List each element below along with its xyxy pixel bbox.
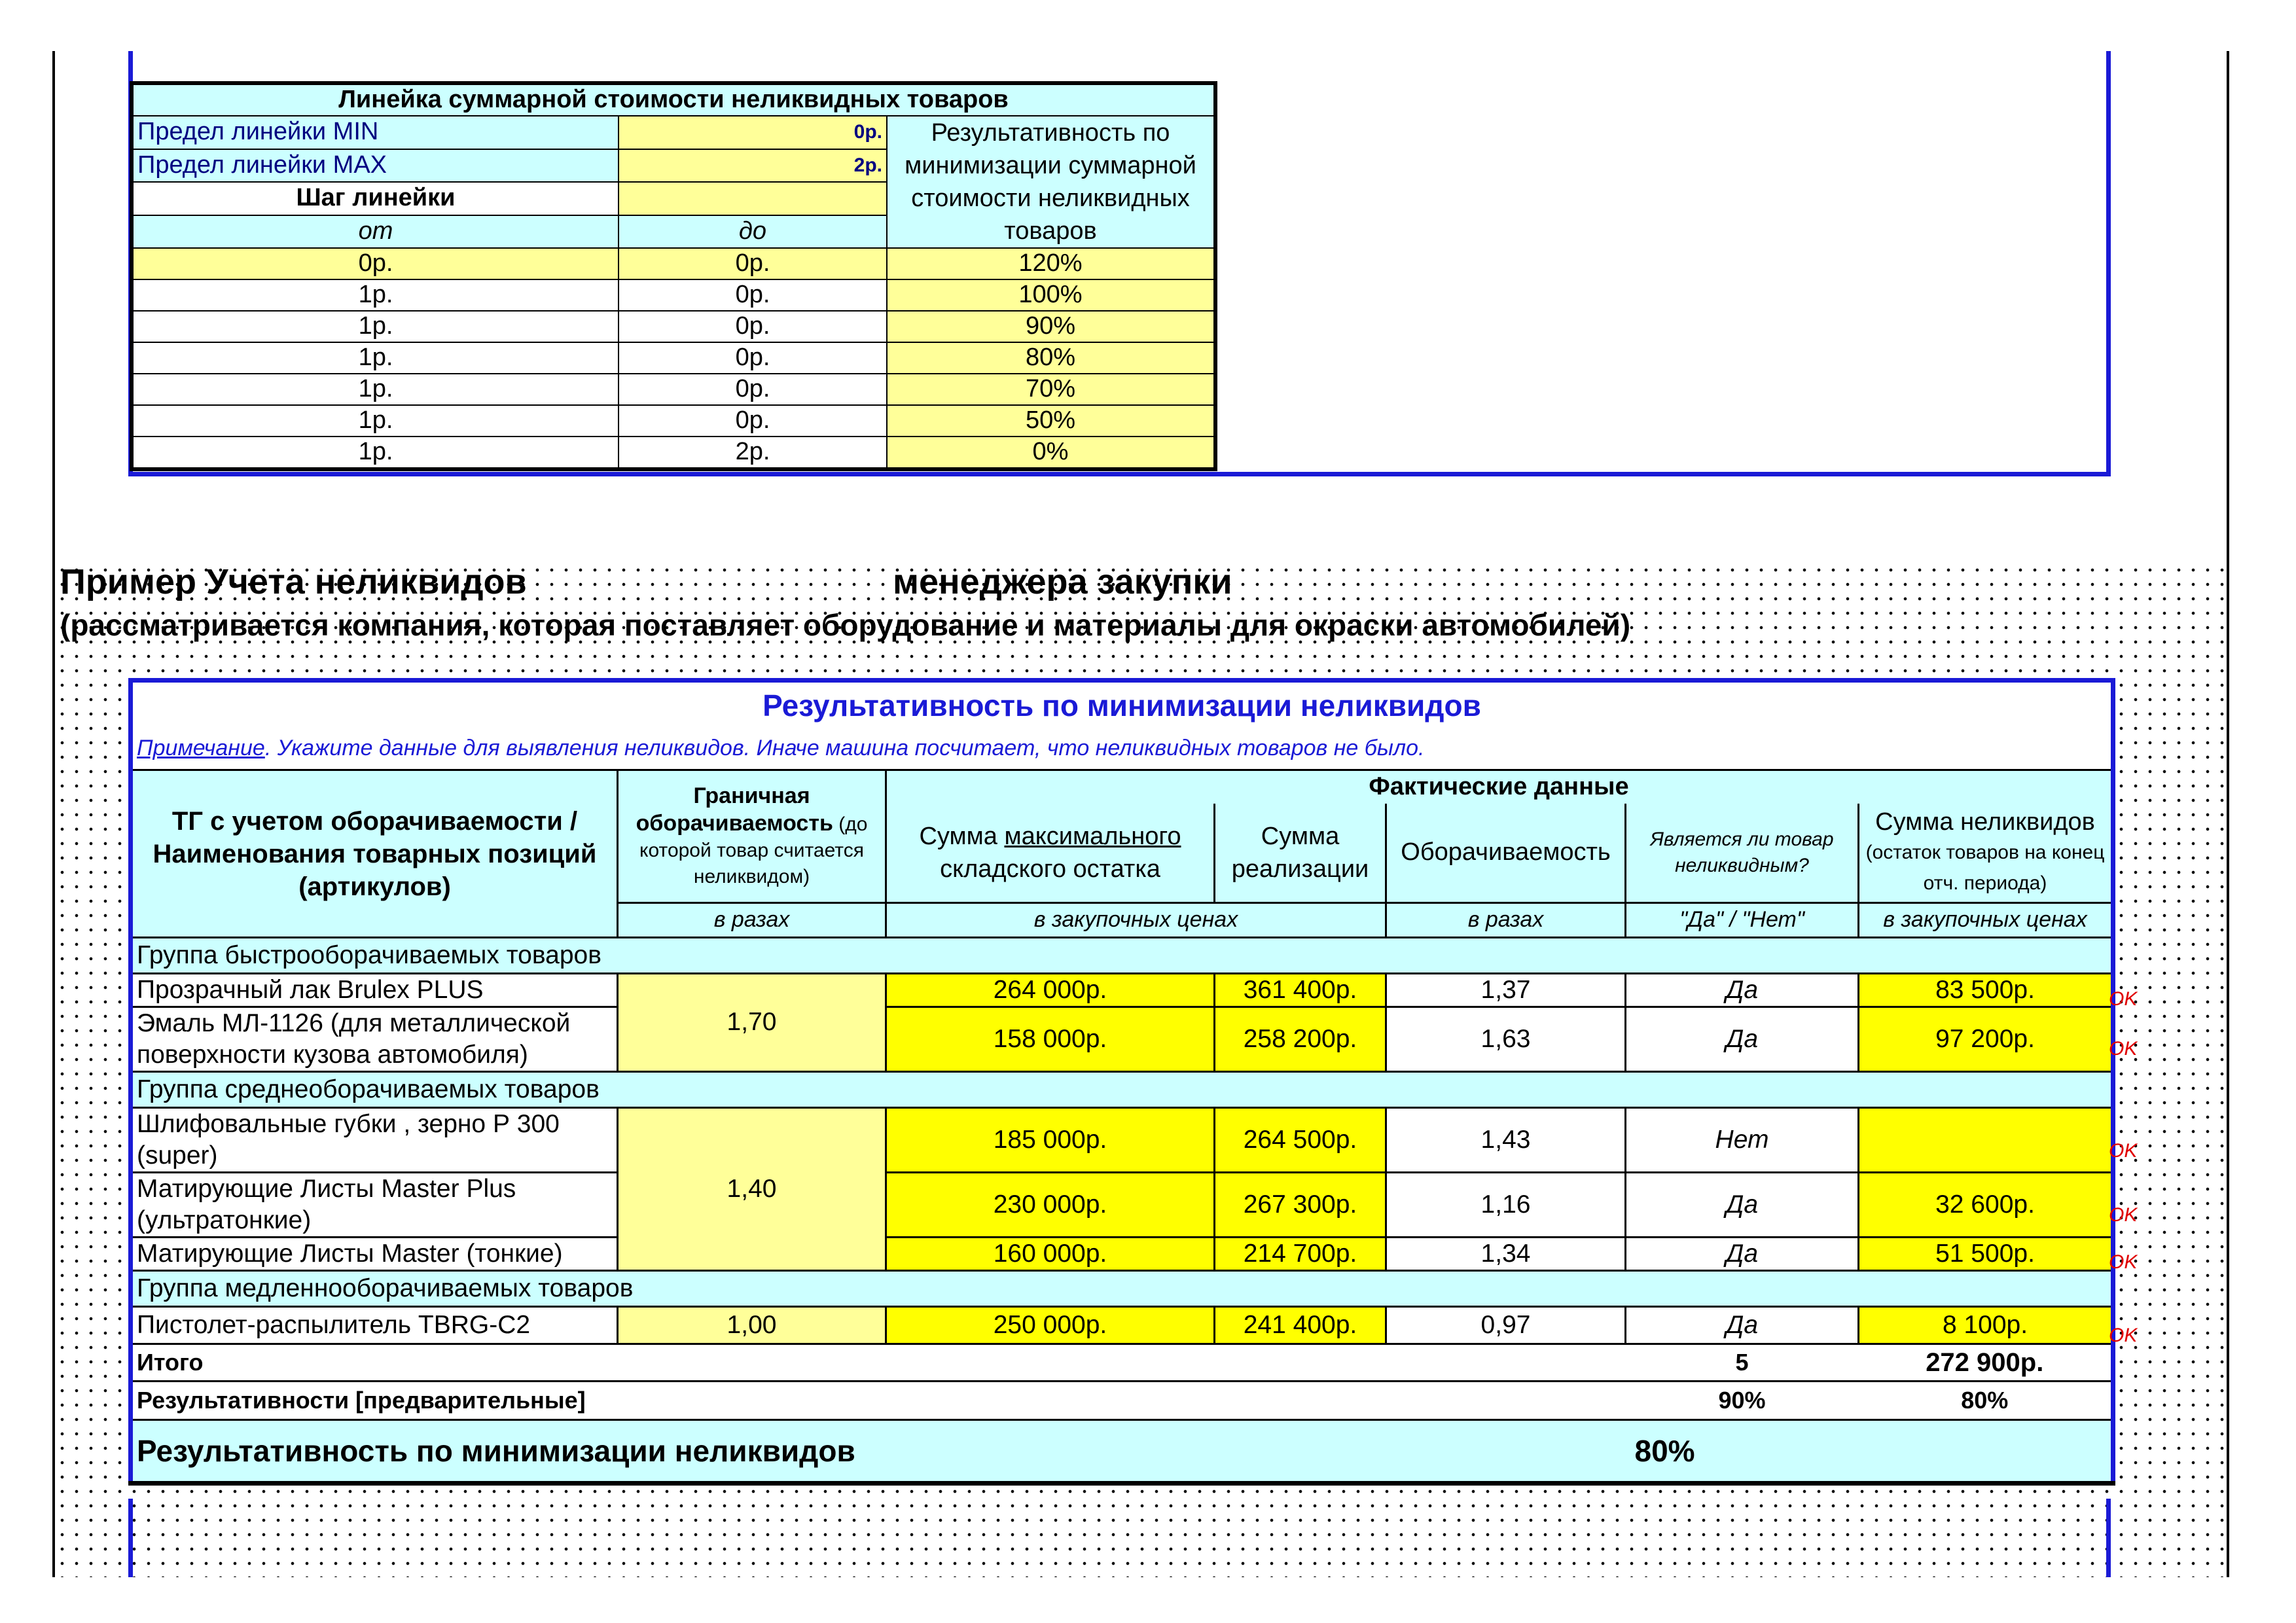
item-illiquid-sum[interactable]	[1859, 1108, 2113, 1173]
ruler-row-from: 0р.	[132, 248, 619, 279]
ruler-row	[132, 311, 1215, 342]
ruler-row-to: 2р.	[619, 437, 887, 469]
ruler-row	[132, 279, 1215, 311]
note-link[interactable]: Примечание	[137, 736, 265, 761]
ruler-row-to: 0р.	[619, 248, 887, 279]
item-sales[interactable]: 214 700р.	[1215, 1238, 1386, 1271]
ruler-row-to: 0р.	[619, 279, 887, 311]
total-sum: 272 900р.	[1859, 1344, 2113, 1382]
item-turnover: 0,97	[1386, 1307, 1626, 1344]
group-header: Группа медленнооборачиваемых товаров	[131, 1271, 2113, 1307]
header-max-stock-underline: максимального	[1004, 823, 1181, 850]
group-threshold[interactable]: 1,00	[618, 1307, 886, 1344]
item-sales[interactable]: 264 500р.	[1215, 1108, 1386, 1173]
ruler-row	[132, 342, 1215, 374]
note-text: . Укажите данные для выявления неликвидов. Иначе машина посчитает, что неликвидных товаров не было.	[264, 736, 1425, 761]
item-name: Эмаль МЛ-1126 (для металлической поверхности кузова автомобиля)	[131, 1007, 618, 1072]
table-row	[131, 974, 2113, 1007]
ruler-max-label: Предел линейки MAX	[132, 149, 619, 183]
item-sales[interactable]: 267 300р.	[1215, 1173, 1386, 1238]
item-name: Пистолет-распылитель TBRG-C2	[131, 1307, 618, 1344]
ok-flag: OK	[2109, 1204, 2138, 1226]
group-threshold[interactable]: 1,70	[618, 974, 886, 1072]
ruler-row-from: 1р.	[132, 279, 619, 311]
item-is-illiquid: Да	[1626, 1307, 1859, 1344]
ruler-row-from: 1р.	[132, 405, 619, 437]
top-box-right-border	[2106, 51, 2111, 476]
item-illiquid-sum[interactable]: 51 500р.	[1859, 1238, 2113, 1271]
ruler-title: Линейка суммарной стоимости неликвидных товаров	[132, 83, 1215, 116]
item-turnover: 1,37	[1386, 974, 1626, 1007]
unit-yesno: "Да" / "Нет"	[1626, 903, 1859, 938]
ruler-min-value[interactable]: 0р.	[619, 116, 887, 149]
total-label: Итого	[131, 1344, 1626, 1382]
item-turnover: 1,43	[1386, 1108, 1626, 1173]
header-illiquid-sum-main: Сумма неликвидов	[1875, 808, 2095, 836]
item-name: Матирующие Листы Master (тонкие)	[131, 1238, 618, 1271]
ruler-row-pct: 90%	[887, 311, 1215, 342]
header-illiquid-sum	[1859, 804, 2113, 903]
ruler-max-value[interactable]: 2р.	[619, 149, 887, 183]
unit-purchase2: в закупочных ценах	[1859, 903, 2113, 938]
item-sales[interactable]: 241 400р.	[1215, 1307, 1386, 1344]
header-actual: Фактические данные	[886, 770, 2113, 804]
ruler-step-label: Шаг линейки	[132, 182, 619, 215]
group-header: Группа быстрооборачиваемых товаров	[131, 938, 2113, 974]
example-title-left: Пример Учета неликвидов	[60, 562, 527, 601]
main-table	[128, 678, 2115, 1486]
ruler-row	[132, 248, 1215, 279]
header-sales: Сумма реализации	[1215, 804, 1386, 903]
main-note	[131, 728, 2113, 770]
ruler-row-from: 1р.	[132, 437, 619, 469]
ok-flag: OK	[2109, 1251, 2138, 1273]
main-title: Результативность по минимизации неликвидов	[131, 681, 2113, 729]
table-row	[131, 1173, 2113, 1238]
ok-flag: OK	[2109, 1140, 2138, 1162]
item-turnover: 1,63	[1386, 1007, 1626, 1072]
item-sales[interactable]: 361 400р.	[1215, 974, 1386, 1007]
item-max-stock[interactable]: 264 000р.	[886, 974, 1215, 1007]
header-illiquid-sum-sub: (остаток товаров на конец отч. периода)	[1865, 842, 2105, 894]
header-is-illiquid: Является ли товар неликвидным?	[1626, 804, 1859, 903]
item-max-stock[interactable]: 185 000р.	[886, 1108, 1215, 1173]
item-is-illiquid: Да	[1626, 1007, 1859, 1072]
page-right-border	[2227, 51, 2229, 1577]
ruler-step-value[interactable]	[619, 182, 887, 215]
item-name: Прозрачный лак Brulex PLUS	[131, 974, 618, 1007]
ruler-row-pct: 80%	[887, 342, 1215, 374]
header-threshold-bold: Граничная оборачиваемость	[636, 783, 833, 836]
ok-flag: OK	[2109, 988, 2138, 1010]
ruler-row-to: 0р.	[619, 405, 887, 437]
ruler-row-pct: 50%	[887, 405, 1215, 437]
ruler-row-from: 1р.	[132, 342, 619, 374]
item-sales[interactable]: 258 200р.	[1215, 1007, 1386, 1072]
unit-times2: в разах	[1386, 903, 1626, 938]
table-row	[131, 1108, 2113, 1173]
item-turnover: 1,16	[1386, 1173, 1626, 1238]
prelim-row	[131, 1382, 2113, 1420]
total-row	[131, 1344, 2113, 1382]
final-row	[131, 1420, 2113, 1484]
main-box-left-border-ext	[128, 1499, 133, 1577]
item-turnover: 1,34	[1386, 1238, 1626, 1271]
ruler-col-to: до	[619, 215, 887, 249]
prelim-label: Результативности [предварительные]	[131, 1382, 1626, 1420]
item-max-stock[interactable]: 230 000р.	[886, 1173, 1215, 1238]
ok-flag: OK	[2109, 1325, 2138, 1346]
prelim-count-pct: 90%	[1626, 1382, 1859, 1420]
item-max-stock[interactable]: 160 000р.	[886, 1238, 1215, 1271]
group-header: Группа среднеоборачиваемых товаров	[131, 1072, 2113, 1108]
ruler-row	[132, 437, 1215, 469]
ruler-table	[130, 81, 1217, 471]
ruler-row-pct: 0%	[887, 437, 1215, 469]
ruler-row-pct: 120%	[887, 248, 1215, 279]
ruler-row-to: 0р.	[619, 311, 887, 342]
ruler-row-pct: 100%	[887, 279, 1215, 311]
final-value: 80%	[1626, 1420, 2113, 1484]
top-box-bottom-border	[128, 472, 2111, 476]
item-max-stock[interactable]: 250 000р.	[886, 1307, 1215, 1344]
header-max-stock-post: складского остатка	[940, 855, 1160, 883]
final-label: Результативность по минимизации неликвидов	[131, 1420, 1626, 1484]
header-name: ТГ с учетом оборачиваемости / Наименования товарных позиций (артикулов)	[131, 770, 618, 938]
item-is-illiquid: Да	[1626, 1173, 1859, 1238]
prelim-sum-pct: 80%	[1859, 1382, 2113, 1420]
ruler-col-from: от	[132, 215, 619, 249]
header-threshold-rest: (до которой товар считается неликвидом)	[639, 813, 868, 887]
group-threshold[interactable]: 1,40	[618, 1108, 886, 1271]
main-box-right-border-ext	[2106, 1499, 2111, 1577]
ruler-row-to: 0р.	[619, 342, 887, 374]
ruler-row	[132, 405, 1215, 437]
item-illiquid-sum[interactable]: 83 500р.	[1859, 974, 2113, 1007]
table-row	[131, 1238, 2113, 1271]
item-name: Шлифовальные губки , зерно Р 300 (super)	[131, 1108, 618, 1173]
item-max-stock[interactable]: 158 000р.	[886, 1007, 1215, 1072]
table-row	[131, 1007, 2113, 1072]
ruler-row-from: 1р.	[132, 374, 619, 405]
item-is-illiquid: Да	[1626, 974, 1859, 1007]
ruler-row-from: 1р.	[132, 311, 619, 342]
total-count: 5	[1626, 1344, 1859, 1382]
ok-flag: OK	[2109, 1038, 2138, 1060]
ruler-row-to: 0р.	[619, 374, 887, 405]
ruler-result-header: Результативность по минимизации суммарной стоимости неликвидных товаров	[887, 116, 1215, 248]
ruler-row	[132, 374, 1215, 405]
header-max-stock-pre: Сумма	[919, 823, 1005, 850]
item-is-illiquid: Нет	[1626, 1108, 1859, 1173]
item-illiquid-sum[interactable]: 32 600р.	[1859, 1173, 2113, 1238]
header-max-stock	[886, 804, 1215, 903]
item-illiquid-sum[interactable]: 8 100р.	[1859, 1307, 2113, 1344]
example-title-right: менеджера закупки	[893, 562, 1232, 601]
ruler-min-label: Предел линейки MIN	[132, 116, 619, 149]
header-turnover: Оборачиваемость	[1386, 804, 1626, 903]
item-illiquid-sum[interactable]: 97 200р.	[1859, 1007, 2113, 1072]
example-subtitle: (рассматривается компания, которая поставляет оборудование и материалы для окраски автомобилей)	[60, 608, 1631, 642]
item-name: Матирующие Листы Master Plus (ультратонкие)	[131, 1173, 618, 1238]
unit-purchase: в закупочных ценах	[886, 903, 1386, 938]
header-threshold	[618, 770, 886, 903]
ruler-row-pct: 70%	[887, 374, 1215, 405]
table-row	[131, 1307, 2113, 1344]
item-is-illiquid: Да	[1626, 1238, 1859, 1271]
unit-times: в разах	[618, 903, 886, 938]
